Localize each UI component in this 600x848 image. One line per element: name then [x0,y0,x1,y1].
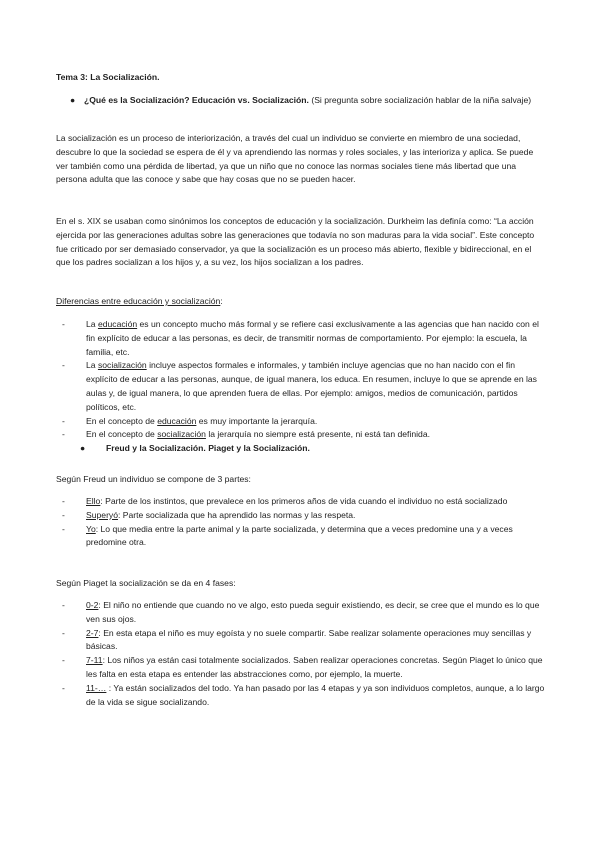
piaget-list [56,599,546,709]
item-term: educación [97,319,138,329]
item-term: Yo [86,523,96,534]
freud-list [56,495,546,550]
piaget-intro: Según Piaget la socialización se da en 4 fases: [56,578,236,588]
dash-marker: - [62,496,65,506]
list-item [56,627,546,655]
dash-marker: - [62,415,65,426]
differences-heading-text: Diferencias entre educación y socialización [56,296,221,306]
item-term: Superyó [86,509,119,520]
dash-marker: - [62,509,65,520]
item-pre: En el concepto de [86,415,158,426]
list-item [56,654,546,682]
list-item [56,359,546,414]
page-title: Tema 3: La Socialización. [56,72,160,82]
item-term: 11-… [86,682,107,693]
question-2 [56,442,546,456]
item-post: : Lo que media entre la parte animal y la parte socializada, y determina que a veces predomine una y a veces predomine otra. [86,523,513,548]
dash-marker: - [62,319,65,329]
item-term: socialización [97,360,147,371]
item-post: : Parte de los instintos, que prevalece en los primeros años de vida cuando el individuo no está socializado [100,496,508,506]
question-1-bold: ¿Qué es la Socialización? Educación vs. Socialización. [84,95,309,105]
dash-marker: - [62,655,65,666]
dash-marker: - [62,360,65,371]
freud-intro: Según Freud un individuo se compone de 3 partes: [56,474,251,484]
item-post: la jerarquía no siempre está presente, ni está tan definida. [205,429,430,440]
paragraph-durkheim: En el s. XIX se usaban como sinónimos los conceptos de educación y la socialización. Durkheim las definía como: “La acción ejercida por las generaciones adultas sobre las generaciones que todavía no son maduras para la vida social”. Este concepto fue criticado por ser demasiado conservador, ya que la socialización es un proceso más abierto, flexible y bidireccional, en el que los padres socializan a los hijos y, a su vez, los hijos socializan a los padres. [56,216,535,268]
list-item [56,523,546,551]
dash-marker: - [62,682,65,693]
question-2-bold: Freud y la Socialización. Piaget y la Socialización. [106,443,310,454]
item-term: 0-2 [86,600,99,610]
differences-list [56,318,546,456]
item-term: educación [157,415,197,426]
list-item [56,415,546,429]
item-term: socialización [157,429,206,440]
item-post: es un concepto mucho más formal y se refiere casi exclusivamente a las agencias que han nacido con el fin explícito de educar a las personas, es decir, de transmitir normas de comportamiento. Por ejemplo: la escuela, la familia, etc. [86,319,539,357]
dash-marker: - [62,523,65,534]
item-term: Ello [86,496,101,506]
differences-heading [56,295,546,309]
list-item [56,318,546,359]
dash-marker: - [62,600,65,610]
list-item [56,428,546,442]
item-post: : Ya están socializados del todo. Ya han pasado por las 4 etapas y ya son individuos completos, aunque, a lo largo de la vida se sigue socializando. [86,682,545,707]
item-term: 7-11 [86,655,103,666]
item-pre: En el concepto de [86,429,158,440]
item-post: : Los niños ya están casi totalmente socializados. Saben realizar operaciones concretas. Según Piaget lo único que les falta en esta etapa es entender las abstracciones como, por ejemplo, la muerte. [86,655,543,679]
bullet-icon: ● [70,95,76,105]
item-pre: La [86,319,98,329]
question-1-text [84,94,540,108]
question-1 [70,94,540,108]
list-item [56,495,546,509]
bullet-icon: ● [80,443,86,454]
question-1-note: (Si pregunta sobre socialización hablar de la niña salvaje) [308,95,532,105]
item-post: incluye aspectos formales e informales, y también incluye agencias que no han nacido con el fin explícito de educar a las personas, aunque, de igual manera, los educa. En resumen, incluye lo que se aprende en las aulas y, de igual manera, lo que aprenden fuera de ellas. Por ejemplo: amigos, medios de comunicación, partidos políticos, etc. [86,360,537,412]
paragraph-definition: La socialización es un proceso de interiorización, a través del cual un individuo se convierte en miembro de una sociedad, descubre lo que la sociedad se espera de él y va aprendiendo las normas y roles sociales, y las interioriza y aplica. Se puede ver también como una pérdida de libertad, ya que un niño que no conoce las normas sociales tiene más libertad que una persona adulta que las conoce y sabe que hay cosas que no se pueden hacer. [56,133,534,185]
item-post: : En esta etapa el niño es muy egoísta y no suele compartir. Sabe realizar solamente operaciones muy sencillas y básicas. [86,627,532,652]
item-post: : Parte socializada que ha aprendido las normas y las respeta. [118,509,356,520]
item-term: 2-7 [86,627,99,638]
list-item [56,509,546,523]
dash-marker: - [62,429,65,440]
item-post: es muy importante la jerarquía. [196,415,318,426]
differences-heading-colon: : [220,296,223,306]
list-item [56,599,546,627]
dash-marker: - [62,627,65,638]
list-item [56,682,546,710]
item-post: : El niño no entiende que cuando no ve algo, esto pueda seguir existiendo, es decir, se cree que el mundo es lo que ven sus ojos. [86,600,540,624]
item-pre: La [86,360,98,371]
